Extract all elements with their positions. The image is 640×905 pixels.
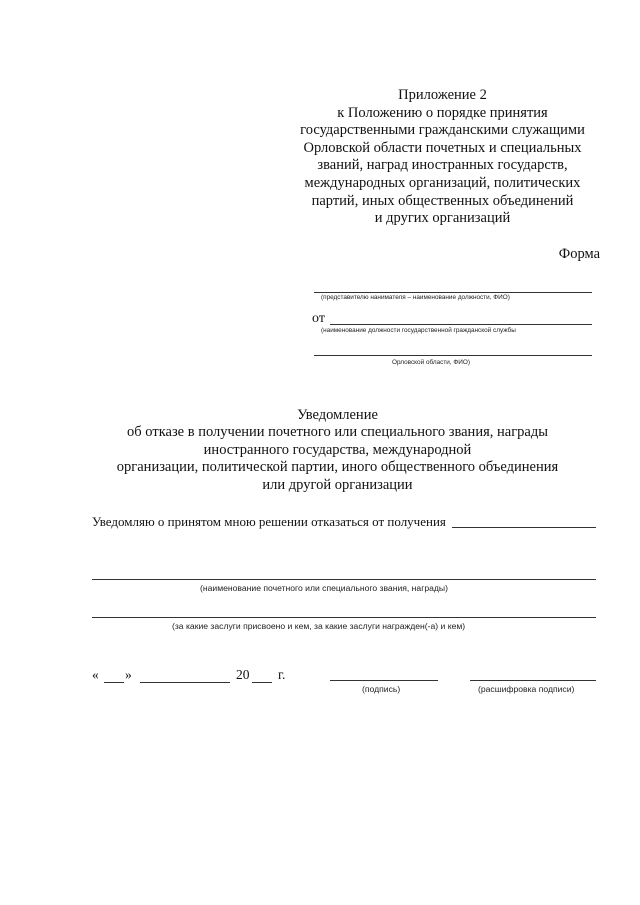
month-line [140, 682, 230, 683]
appendix-line: Орловской области почетных и специальных [303, 139, 582, 156]
notice-title: Уведомление [297, 407, 378, 423]
year-line [252, 682, 272, 683]
addressee-caption-1: (представителю нанимателя – наименование должности, ФИО) [321, 294, 510, 301]
signature-line [330, 680, 438, 681]
quote-close: » [125, 667, 132, 682]
award-caption: (наименование почетного или специального звания, награды) [200, 583, 448, 593]
appendix-line: Приложение 2 [398, 87, 487, 103]
notice-subtitle-line: иностранного государства, международной [203, 441, 472, 458]
addressee-line-2 [330, 324, 592, 325]
notice-subtitle-line: об отказе в получении почетного или специального звания, награды [127, 424, 548, 441]
addressee-line-1 [314, 292, 592, 293]
signature-caption: (подпись) [362, 684, 401, 694]
intro-fill-line [452, 527, 596, 528]
appendix-line: партий, иных общественных объединений [311, 192, 574, 209]
addressee-caption-2: (наименование должности государственной гражданской службы [321, 327, 516, 334]
appendix-line: к Положению о порядке принятия [337, 104, 548, 121]
merit-line [92, 617, 596, 618]
appendix-header [270, 87, 615, 228]
appendix-line: и других организаций [374, 210, 511, 227]
notice-subtitle-line: или другой организации [262, 476, 413, 493]
year-prefix: 20 [236, 667, 250, 682]
notice-subtitle-line: организации, политической партии, иного общественного объединения [116, 459, 559, 476]
appendix-line: международных организаций, политических [304, 174, 581, 191]
quote-open: « [92, 667, 99, 682]
appendix-line: званий, наград иностранных государств, [317, 157, 568, 174]
notice-title-block [80, 407, 595, 494]
decode-caption: (расшифровка подписи) [478, 684, 575, 694]
addressee-caption-3: Орловской области, ФИО) [392, 359, 470, 366]
award-line [92, 579, 596, 580]
appendix-line: государственными гражданскими служащими [300, 122, 585, 139]
decode-line [470, 680, 596, 681]
year-suffix: г. [278, 667, 286, 682]
day-line [104, 682, 124, 683]
merit-caption: (за какие заслуги присвоено и кем, за какие заслуги награжден(-а) и кем) [172, 621, 466, 631]
intro-text: Уведомляю о принятом мною решении отказаться от получения [92, 514, 446, 529]
addressee-line-3 [314, 355, 592, 356]
from-label: от [312, 311, 325, 326]
form-label: Форма [558, 246, 600, 262]
